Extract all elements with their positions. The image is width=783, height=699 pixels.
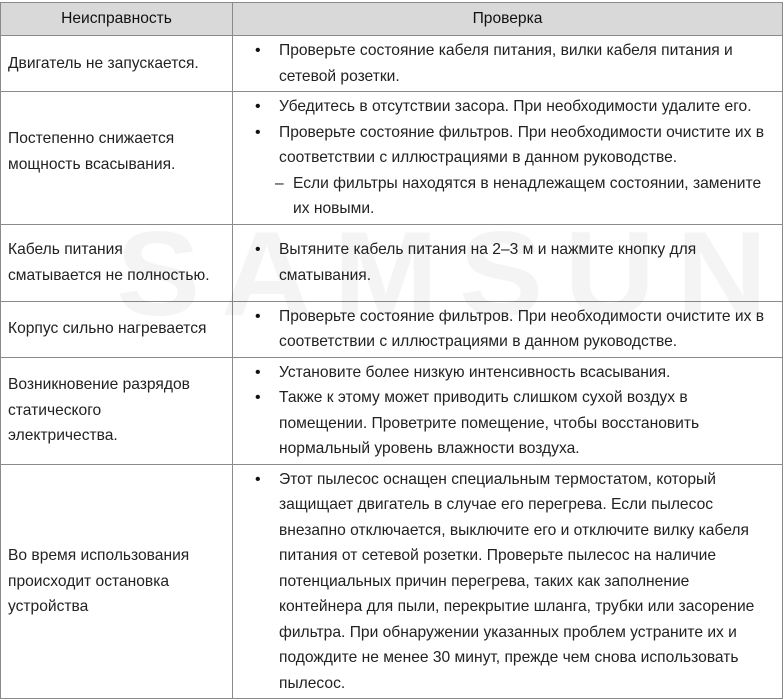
issue-cell: [1, 464, 233, 699]
check-cell: [233, 301, 783, 357]
table-row: [1, 357, 783, 464]
issue-cell: Корпус сильно нагревается: [1, 301, 233, 357]
table-row: [1, 36, 783, 92]
issue-cell: Двигатель не запускается.: [1, 36, 233, 92]
table-row: [1, 301, 783, 357]
check-cell: [233, 464, 783, 699]
troubleshooting-table: [0, 2, 783, 699]
table-row: [1, 464, 783, 699]
table-row: [1, 224, 783, 301]
check-subitem: – Если фильтры находятся в ненадлежащем состоянии, замените их новыми.: [255, 171, 772, 222]
check-item: • Также к этому может приводить слишком сухой воздух в помещении. Проветрите помещение, чтобы восстановить нормальный уровень влажности воздуха.: [255, 385, 772, 462]
check-cell: [233, 357, 783, 464]
check-item: • Убедитесь в отсутствии засора. При необходимости удалите его.: [255, 94, 772, 120]
issue-text: Кабель питания сматывается не полностью.: [8, 241, 210, 284]
check-item: • Проверьте состояние фильтров. При необходимости очистите их в соответствии с иллюстрациями в данном руководстве.: [255, 304, 772, 355]
header-issue: Неисправность: [1, 3, 233, 36]
table-row: [1, 92, 783, 225]
check-cell: [233, 92, 783, 225]
issue-text: Возникновение разрядов статического электричества.: [8, 376, 190, 445]
check-item: • Установите более низкую интенсивность всасывания.: [255, 360, 772, 386]
check-item: • Этот пылесос оснащен специальным термостатом, который защищает двигатель в случае его перегрева. Если пылесос внезапно отключается, выключите его и отключите вилку кабеля питания от сетевой розетки. Проверьте пылесос на наличие потенциальных причин перегрева, таких как заполнение контейнера для пыли, перекрытие шланга, трубки или засорение фильтра. При обнаружении указанных проблем устраните их и подождите не менее 30 минут, прежде чем снова использовать пылесос.: [255, 467, 772, 697]
issue-cell: [1, 357, 233, 464]
issue-cell: Постепенно снижается мощность всасывания.: [1, 92, 233, 225]
header-check: Проверка: [233, 3, 783, 36]
check-cell: [233, 36, 783, 92]
table-header-row: [1, 3, 783, 36]
check-item: • Проверьте состояние кабеля питания, вилки кабеля питания и сетевой розетки.: [255, 38, 772, 89]
issue-cell: [1, 224, 233, 301]
issue-text: Во время использования происходит остановка устройства: [8, 547, 190, 615]
check-cell: [233, 224, 783, 301]
check-item: • Проверьте состояние фильтров. При необходимости очистите их в соответствии с иллюстрациями в данном руководстве.: [255, 120, 772, 171]
check-item: • Вытяните кабель питания на 2–3 м и нажмите кнопку для сматывания.: [255, 237, 772, 288]
